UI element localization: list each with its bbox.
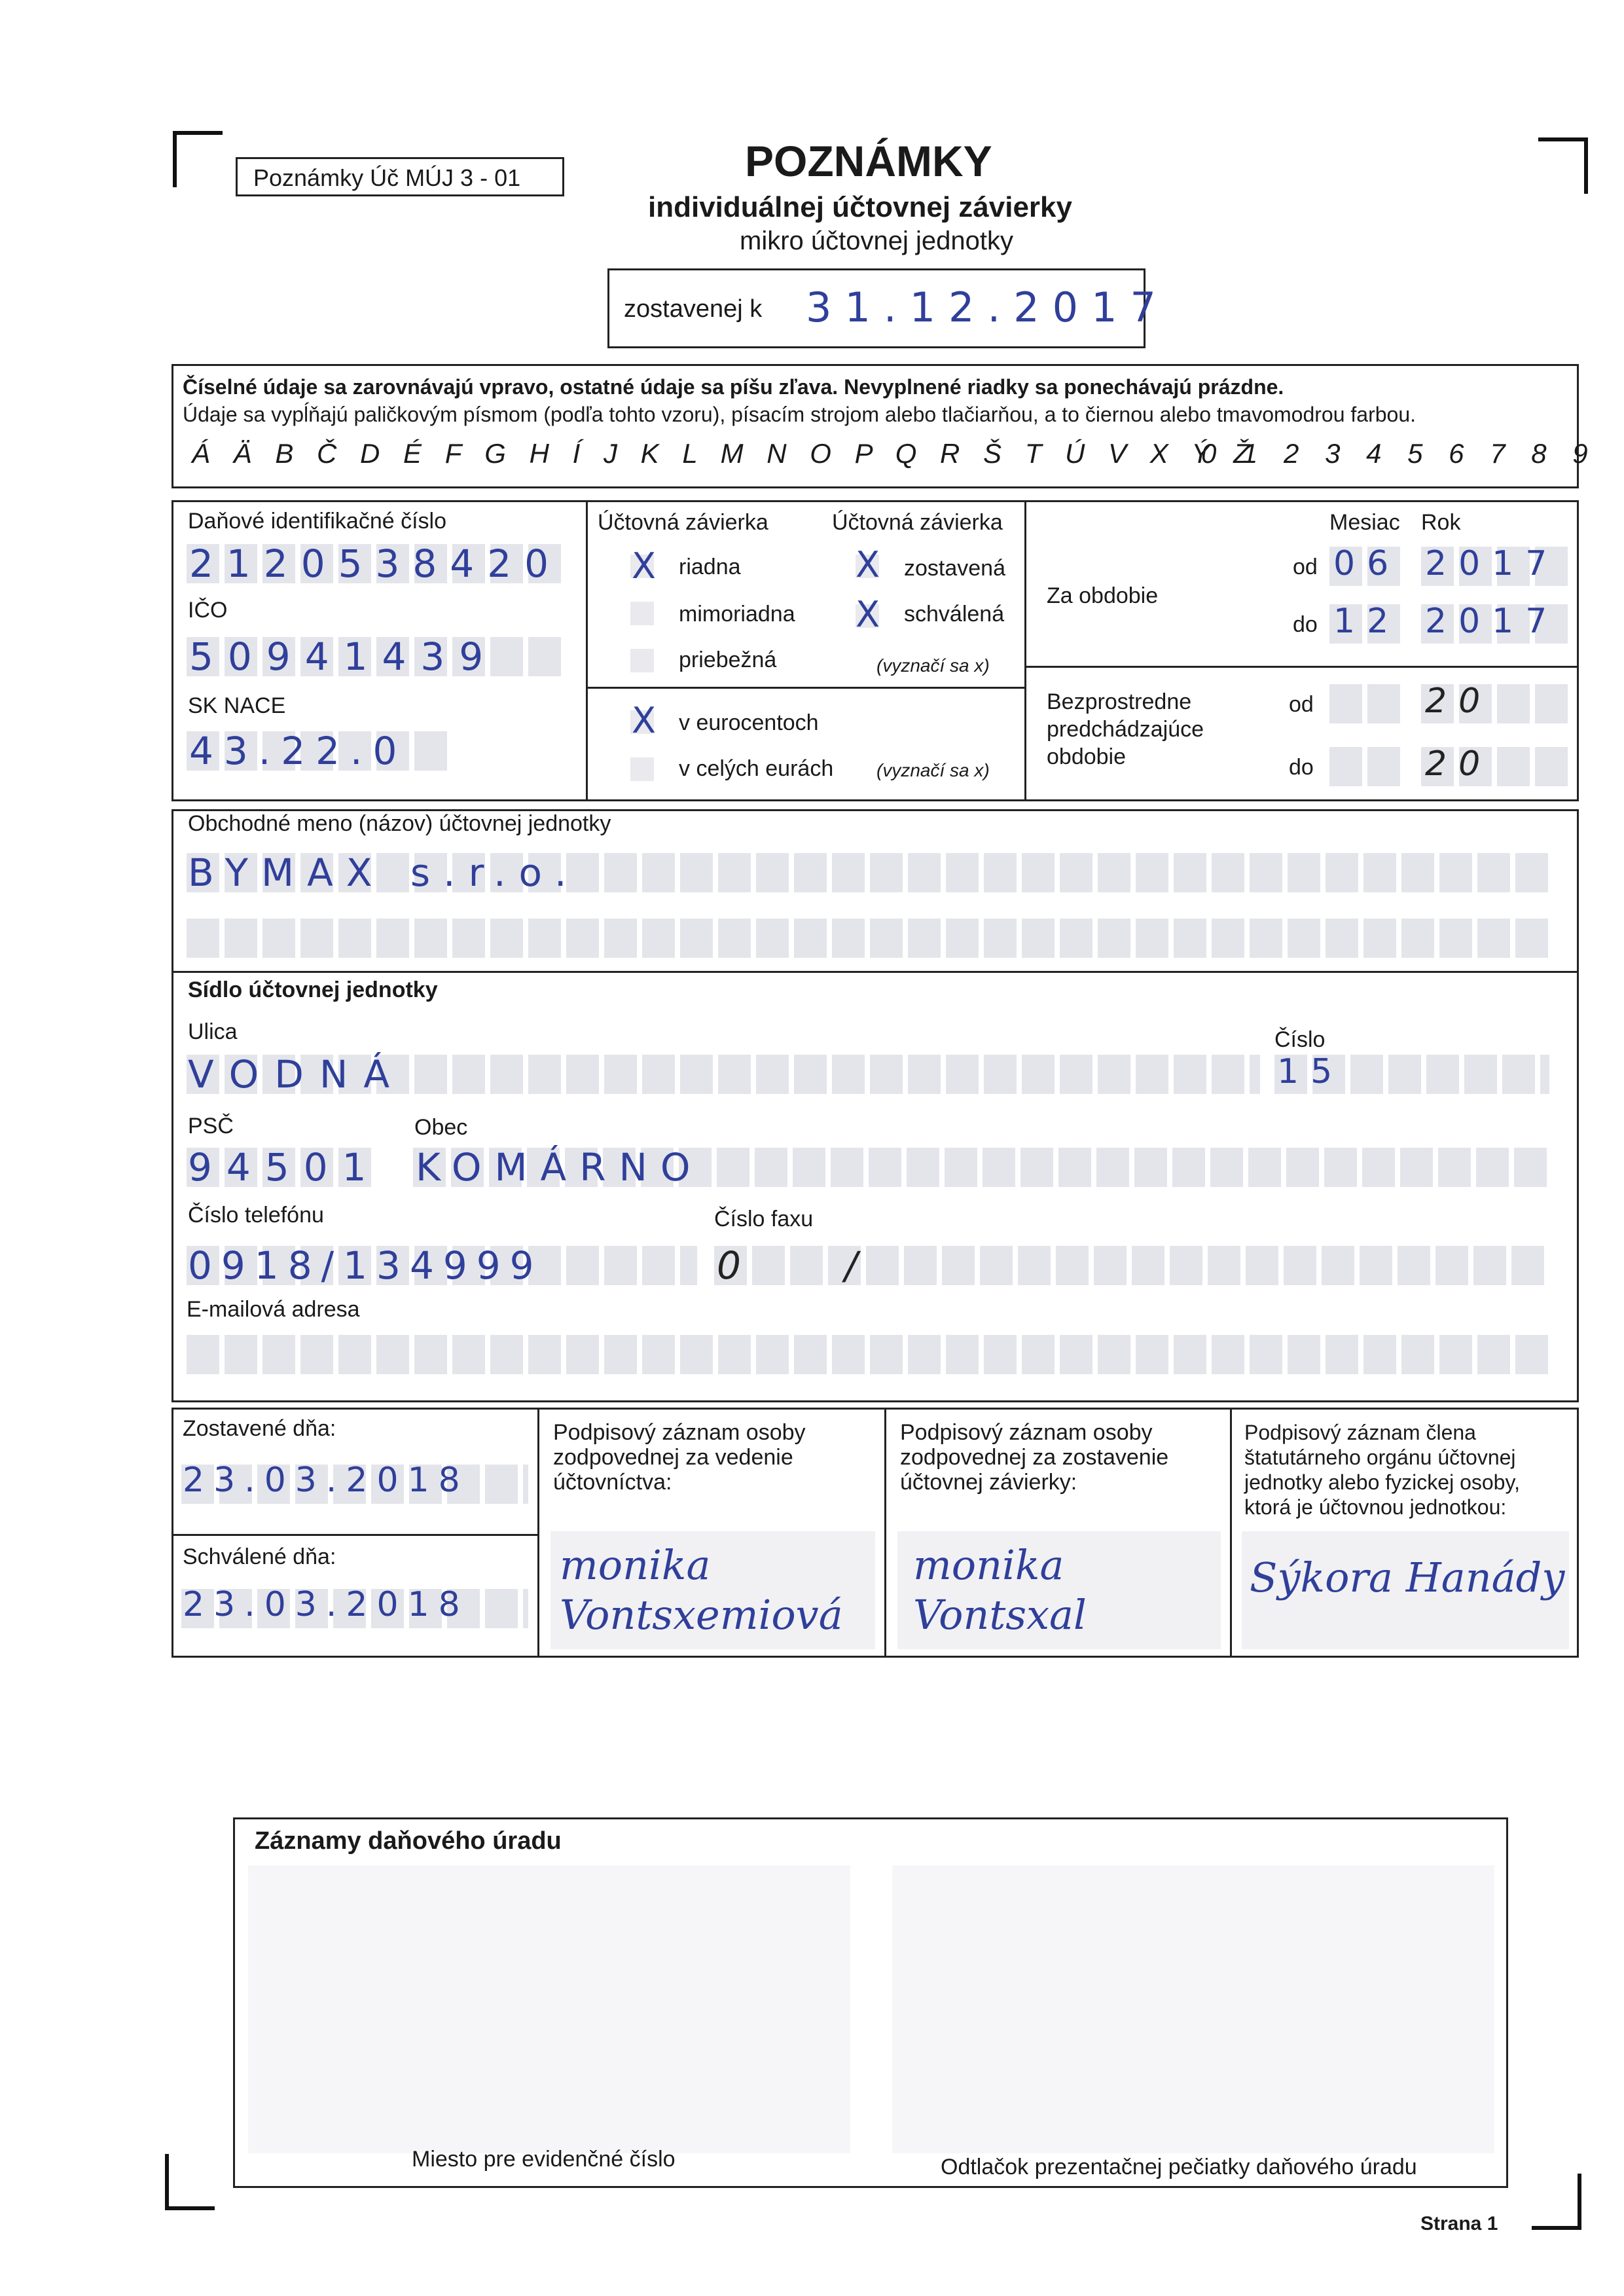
prev-od-year[interactable]: 20 xyxy=(1425,682,1492,721)
dic-value[interactable]: 2120538420 xyxy=(189,541,562,586)
zostavena-label: zostavená xyxy=(904,556,1005,581)
ico-value[interactable]: 50941439 xyxy=(189,634,498,679)
psc-label: PSČ xyxy=(188,1114,234,1139)
statement-header-2: Účtovná závierka xyxy=(832,510,1003,535)
priebezna-label: priebežná xyxy=(679,647,777,672)
psc-value[interactable]: 94501 xyxy=(188,1145,381,1190)
sig-divider-3 xyxy=(1230,1410,1232,1656)
riadna-label: riadna xyxy=(679,555,741,579)
od-year-value[interactable]: 2017 xyxy=(1425,544,1559,583)
email-cells xyxy=(187,1335,1548,1374)
sig1-label: Podpisový záznam osoby zodpovednej za vedenie účtovníctva: xyxy=(553,1420,806,1495)
company-divider xyxy=(173,971,1578,973)
divider-v1 xyxy=(586,502,588,799)
ico-label: IČO xyxy=(188,598,228,623)
prev-od-month-cells xyxy=(1329,684,1405,723)
corner-mark-top-left xyxy=(173,131,223,187)
number-value[interactable]: 15 xyxy=(1277,1052,1344,1091)
instructions-box xyxy=(171,364,1597,488)
street-value[interactable]: VODNÁ xyxy=(188,1052,406,1097)
phone-label: Číslo telefónu xyxy=(188,1203,324,1228)
form-code-box xyxy=(236,157,564,196)
sig2-label: Podpisový záznam osoby zodpovednej za zostavenie účtovnej závierky: xyxy=(900,1420,1169,1495)
year-label: Rok xyxy=(1421,510,1461,535)
eurocent-label: v eurocentoch xyxy=(679,710,819,735)
page-subtitle2: mikro účtovnej jednotky xyxy=(740,227,1013,255)
nace-label: SK NACE xyxy=(188,693,286,718)
mark-hint-2: (vyznačí sa x) xyxy=(876,760,990,780)
for-period-label: Za obdobie xyxy=(1047,583,1159,608)
divider-v2 xyxy=(1024,502,1026,799)
sig-divider-1 xyxy=(537,1410,539,1656)
sig2-signature[interactable]: monika Vontsxal xyxy=(913,1541,1087,1639)
schvalena-label: schválená xyxy=(904,602,1005,627)
riadna-x-mark: X xyxy=(632,545,656,587)
do-year-value[interactable]: 2017 xyxy=(1425,602,1559,641)
number-label: Číslo xyxy=(1274,1027,1326,1052)
signature-section xyxy=(171,1408,1579,1658)
stamp-area xyxy=(892,1865,1494,2153)
corner-mark-bottom-right xyxy=(1532,2174,1581,2230)
sig-divider-h xyxy=(173,1534,537,1536)
zostavena-x-mark: X xyxy=(856,544,880,585)
approved-on-label: Schválené dňa: xyxy=(183,1544,336,1569)
compiled-on-date[interactable]: 23.03.2018 xyxy=(183,1461,469,1500)
euro-checkbox[interactable] xyxy=(630,757,654,781)
instructions-normal: Údaje sa vypĺňajú paličkovým písmom (podľa tohto vzoru), písacím strojom alebo tlačiarňou, a to čiernou alebo tmavomodrou farbou. xyxy=(183,403,1416,426)
company-section xyxy=(171,809,1579,1402)
prev-do-year[interactable]: 20 xyxy=(1425,744,1492,784)
form-code: Poznámky Úč MÚJ 3 - 01 xyxy=(253,164,521,191)
instructions-bold: Číselné údaje sa zarovnávajú vpravo, ostatné údaje sa píšu zľava. Nevyplnené riadky sa ponechávajú prázdne. xyxy=(183,375,1284,399)
od-month-value[interactable]: 06 xyxy=(1333,544,1401,583)
corner-mark-bottom-left xyxy=(165,2154,215,2210)
stamp-label: Odtlačok prezentačnej pečiatky daňového úradu xyxy=(941,2155,1417,2179)
sig1-signature[interactable]: monika Vontsxemiová xyxy=(560,1541,843,1639)
do-month-value[interactable]: 12 xyxy=(1333,602,1401,641)
eurocent-x-mark: X xyxy=(632,700,656,741)
mimoriadna-label: mimoriadna xyxy=(679,602,795,627)
seat-label: Sídlo účtovnej jednotky xyxy=(188,977,438,1002)
compiled-on-label: Zostavené dňa: xyxy=(183,1416,336,1441)
city-value[interactable]: KOMÁRNO xyxy=(416,1145,704,1190)
corner-mark-top-right xyxy=(1538,137,1588,194)
registration-label: Miesto pre evidenčné číslo xyxy=(412,2147,676,2172)
statement-header-1: Účtovná závierka xyxy=(598,510,768,535)
fax-value[interactable]: 0 / xyxy=(717,1243,903,1288)
schvalena-x-mark: X xyxy=(856,594,880,635)
approved-on-date[interactable]: 23.03.2018 xyxy=(183,1585,469,1624)
sample-digits: 0 1 2 3 4 5 6 7 8 9 xyxy=(1201,438,1597,469)
compiled-value[interactable]: 31.12.2017 xyxy=(806,283,1169,331)
company-name-label: Obchodné meno (názov) účtovnej jednotky xyxy=(188,811,611,836)
phone-value[interactable]: 0918/134999 xyxy=(188,1243,543,1288)
identification-section xyxy=(171,500,1579,801)
mark-hint-1: (vyznačí sa x) xyxy=(876,655,990,676)
priebezna-checkbox[interactable] xyxy=(630,649,654,672)
fax-label: Číslo faxu xyxy=(714,1207,814,1231)
divider-h1 xyxy=(586,687,1024,689)
page-title: POZNÁMKY xyxy=(745,137,992,185)
period-do-label: do xyxy=(1293,612,1318,637)
sig3-label: Podpisový záznam člena štatutárneho orgánu účtovnej jednotky alebo fyzickej osoby, ktorá je účtovnou jednotkou: xyxy=(1244,1421,1520,1519)
period-od-label: od xyxy=(1293,555,1318,579)
city-label: Obec xyxy=(414,1115,468,1140)
prev-period-label: Bezprostredne predchádzajúce obdobie xyxy=(1047,689,1204,769)
compiled-label: zostavenej k xyxy=(624,295,763,323)
divider-h2 xyxy=(1024,666,1578,668)
page-number: Strana 1 xyxy=(1420,2213,1498,2234)
page-subtitle: individuálnej účtovnej závierky xyxy=(648,191,1072,223)
company-name-cells-2 xyxy=(187,919,1548,958)
prev-do-label: do xyxy=(1289,755,1314,780)
mimoriadna-checkbox[interactable] xyxy=(630,602,654,625)
tax-office-title: Záznamy daňového úradu xyxy=(255,1827,562,1855)
street-label: Ulica xyxy=(188,1019,238,1044)
sample-letters: Á Ä B Č D É F G H Í J K L M N O P Q R Š T Ú V X Ý Ž xyxy=(192,438,1258,469)
tax-office-section xyxy=(233,1817,1508,2188)
month-label: Mesiac xyxy=(1329,510,1400,535)
email-label: E-mailová adresa xyxy=(187,1297,360,1322)
prev-od-label: od xyxy=(1289,692,1314,717)
euro-label: v celých eurách xyxy=(679,756,834,781)
registration-area xyxy=(248,1865,850,2153)
compiled-date-box xyxy=(607,268,1169,348)
prev-do-month-cells xyxy=(1329,747,1405,786)
dic-label: Daňové identifikačné číslo xyxy=(188,509,447,534)
company-name-value[interactable]: BYMAX s.r.o. xyxy=(188,850,580,895)
nace-value[interactable]: 43.22.0 xyxy=(189,729,408,773)
sig3-signature[interactable]: Sýkora Hanády xyxy=(1250,1554,1565,1601)
sig-divider-2 xyxy=(884,1410,886,1656)
